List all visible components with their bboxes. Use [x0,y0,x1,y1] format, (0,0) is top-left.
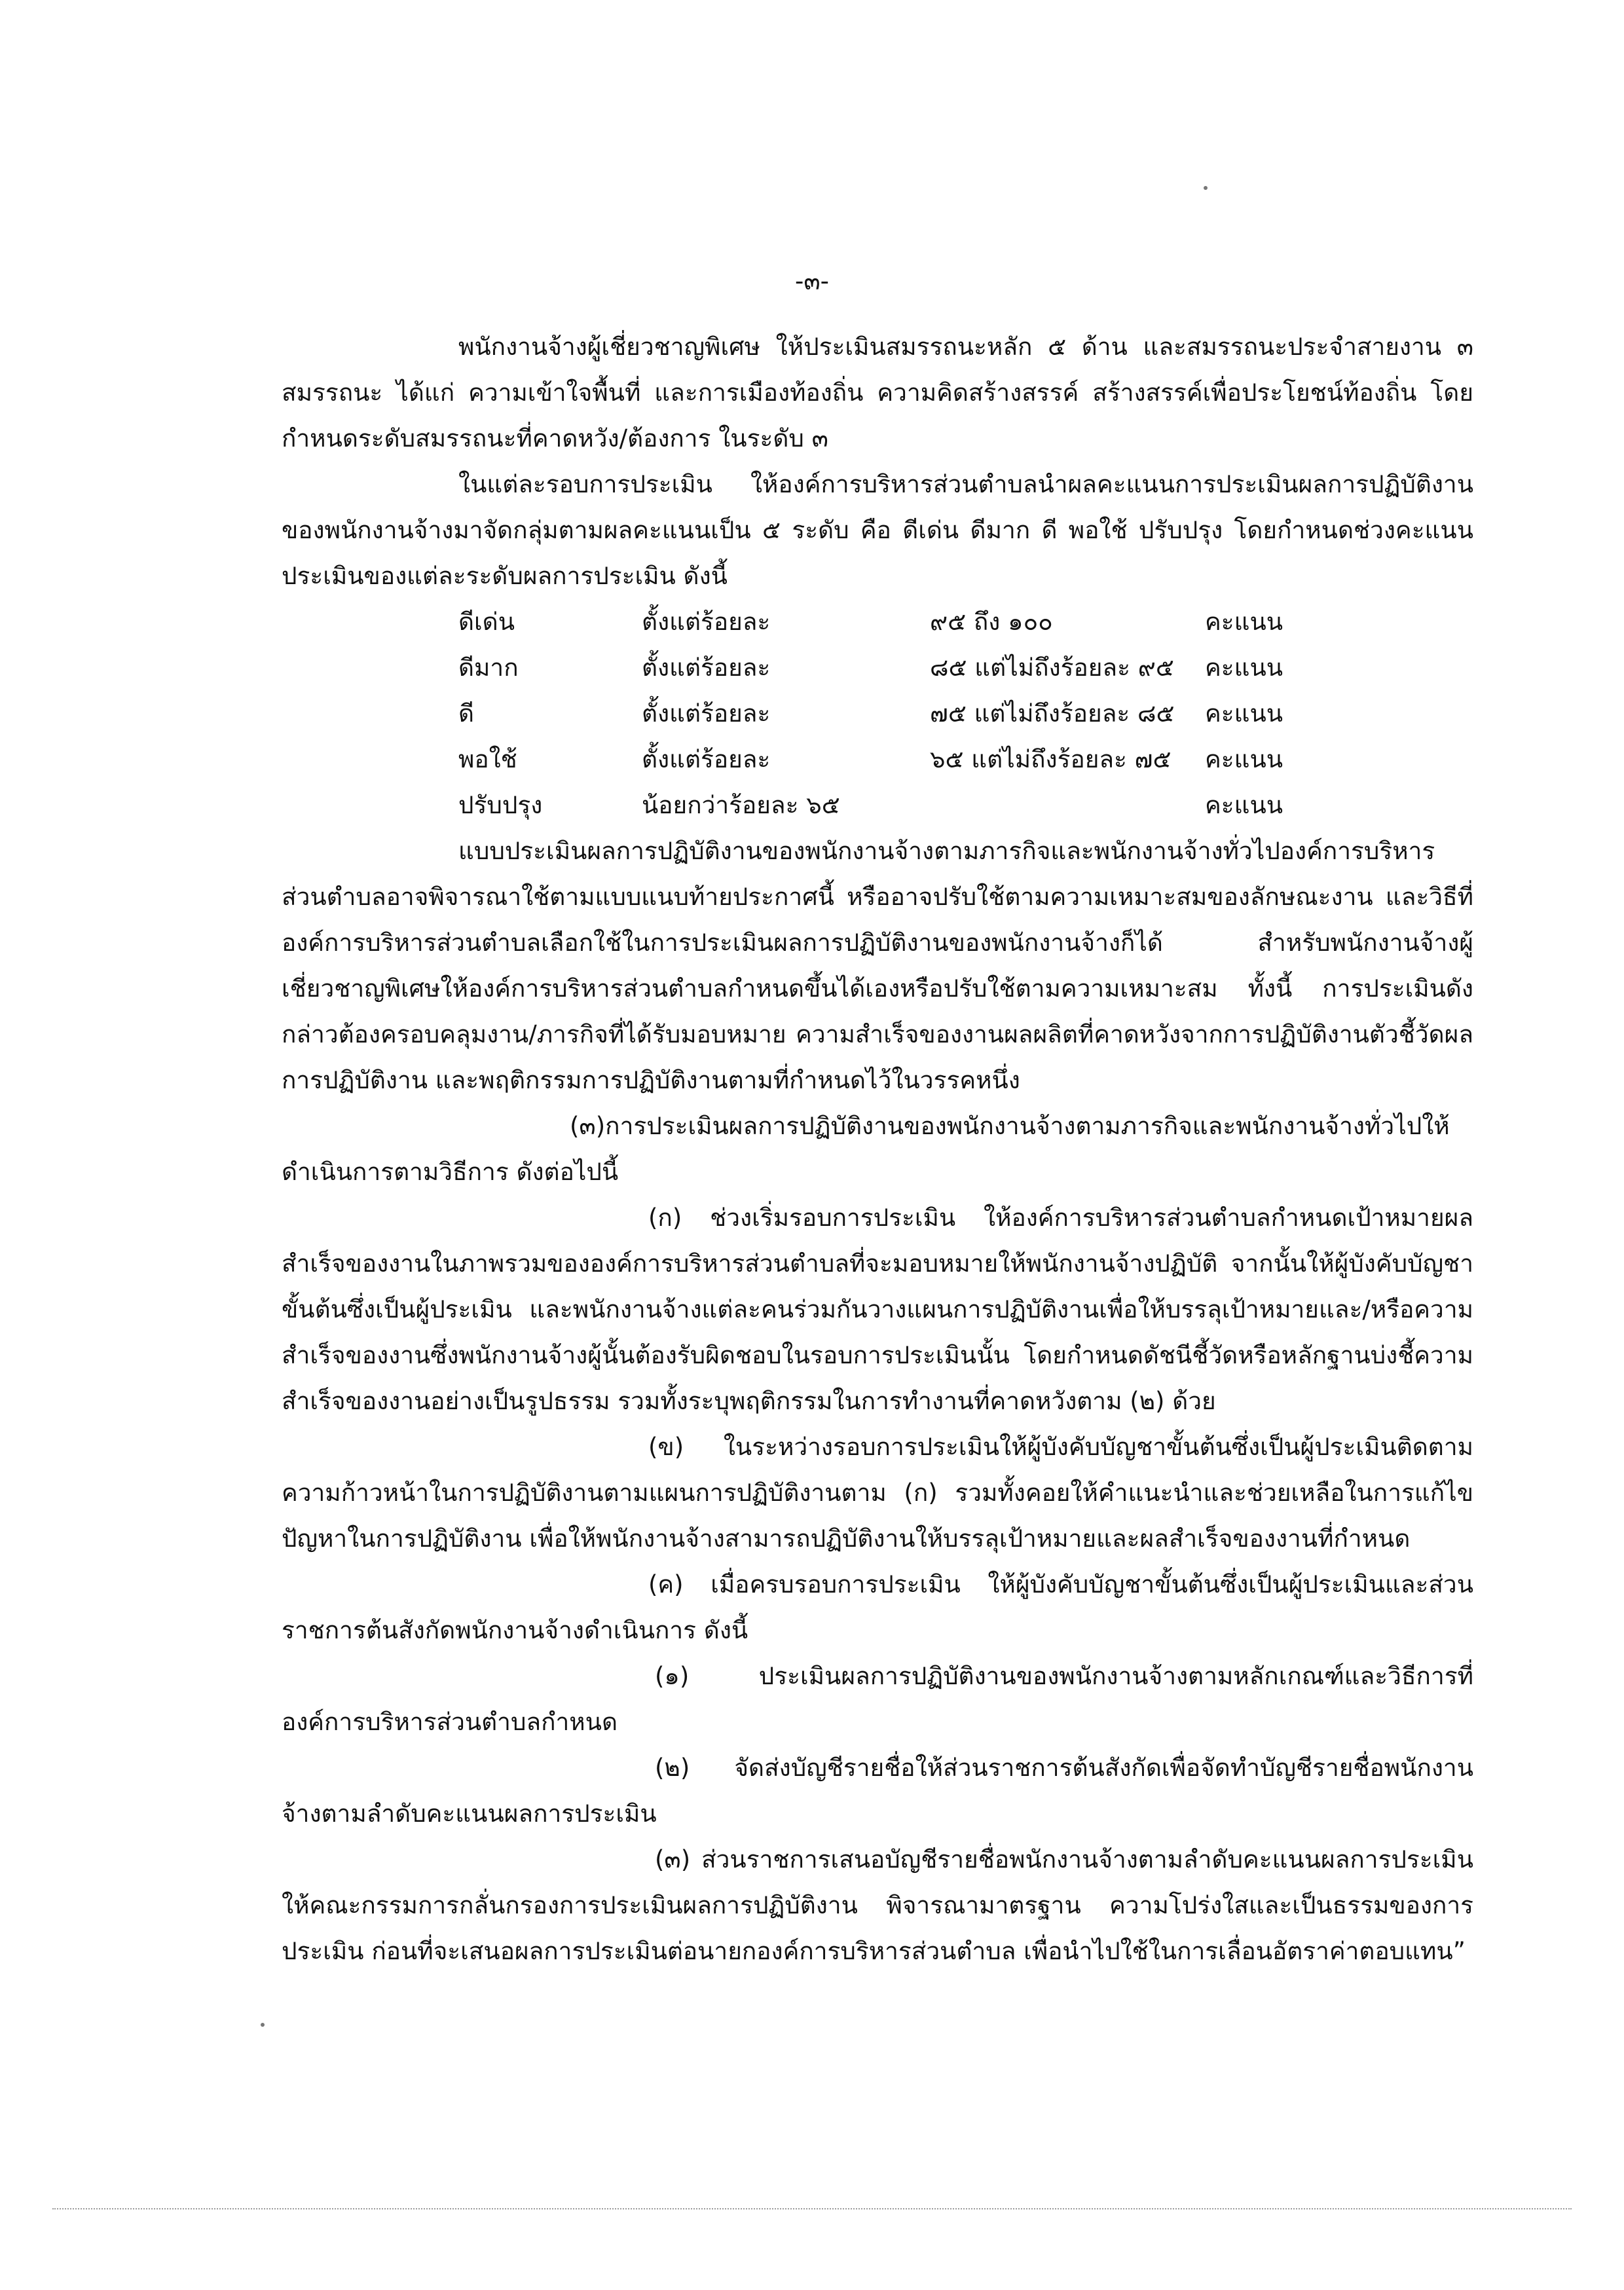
score-row [458,645,1336,691]
score-range: ๙๕ ถึง ๑๐๐ [930,608,1053,636]
score-from: ตั้งแต่ร้อยละ [642,654,771,682]
score-range: ๗๕ แต่ไม่ถึงร้อยละ ๘๕ [930,699,1175,728]
score-from: ตั้งแต่ร้อยละ [642,745,771,773]
score-from: น้อยกว่าร้อยละ ๖๕ [642,791,840,819]
scan-bottom-line [52,2208,1572,2209]
paragraph-procedure-3: (๓)การประเมินผลการปฏิบัติงานของพนักงานจ้างตามภารกิจและพนักงานจ้างทั่วไปให้ดำเนินการตามวิธีการ ดังต่อไปนี้ [282,1112,1450,1186]
score-unit: คะแนน [1205,654,1283,682]
paragraph-subitem-3: (๓) ส่วนราชการเสนอบัญชีรายชื่อพนักงานจ้างตามลำดับคะแนนผลการประเมินให้คณะกรรมการกลั่นกรองการประเมินผลการปฏิบัติงาน พิจารณามาตรฐาน ความโปร่งใสและเป็นธรรมของการประเมิน ก่อนที่จะเสนอผลการประเมินต่อนายกองค์การบริหารส่วนตำบล เพื่อนำไปใช้ในการเลื่อนอัตราค่าตอบแทน” [282,1845,1473,1965]
paragraph-evaluation-form: แบบประเมินผลการปฏิบัติงานของพนักงานจ้างตามภารกิจและพนักงานจ้างทั่วไปองค์การบริหารส่วนตำบลอาจพิจารณาใช้ตามแบบแนบท้ายประกาศนี้ หรืออาจปรับใช้ตามความเหมาะสมของลักษณะงาน และวิธีที่องค์การบริหารส่วนตำบลเลือกใช้ในการประเมินผลการปฏิบัติงานของพนักงานจ้างก็ได้ สำหรับพนักงานจ้างผู้เชี่ยวชาญพิเศษให้องค์การบริหารส่วนตำบลกำหนดขึ้นได้เองหรือปรับใช้ตามความเหมาะสม ทั้งนี้ การประเมินดังกล่าวต้องครอบคลุมงาน/ภารกิจที่ได้รับมอบหมาย ความสำเร็จของงานผลผลิตที่คาดหวังจากการปฏิบัติงานตัวชี้วัดผลการปฏิบัติงาน และพฤติกรรมการปฏิบัติงานตามที่กำหนดไว้ในวรรคหนึ่ง [282,837,1473,1094]
score-level-table [458,599,1336,828]
page-number: -๓- [795,267,829,295]
score-from: ตั้งแต่ร้อยละ [642,608,771,636]
score-row [458,691,1336,737]
score-range: ๖๕ แต่ไม่ถึงร้อยละ ๗๕ [930,745,1172,773]
score-row [458,599,1336,645]
document-body [282,324,1473,1974]
paragraph-subitem-1: (๑) ประเมินผลการปฏิบัติงานของพนักงานจ้างตามหลักเกณฑ์และวิธีการที่องค์การบริหารส่วนตำบลกำหนด [282,1662,1473,1736]
score-level: ดี [458,699,475,728]
score-level: ปรับปรุง [458,791,543,819]
score-unit: คะแนน [1205,791,1283,819]
score-range: ๘๕ แต่ไม่ถึงร้อยละ ๙๕ [930,654,1174,682]
paragraph-score-grouping: ในแต่ละรอบการประเมิน ให้องค์การบริหารส่วนตำบลนำผลคะแนนการประเมินผลการปฏิบัติงานของพนักงานจ้างมาจัดกลุ่มตามผลคะแนนเป็น ๕ ระดับ คือ ดีเด่น ดีมาก ดี พอใช้ ปรับปรุง โดยกำหนดช่วงคะแนนประเมินของแต่ละระดับผลการประเมิน ดังนี้ [282,470,1473,590]
score-row [458,783,1336,828]
paragraph-item-kho: (ค) เมื่อครบรอบการประเมิน ให้ผู้บังคับบัญชาขั้นต้นซึ่งเป็นผู้ประเมินและส่วนราชการต้นสังกัดพนักงานจ้างดำเนินการ ดังนี้ [282,1570,1473,1644]
score-level: ดีเด่น [458,608,515,636]
score-level: ดีมาก [458,654,519,682]
paragraph-item-ka: (ก) ช่วงเริ่มรอบการประเมิน ให้องค์การบริหารส่วนตำบลกำหนดเป้าหมายผลสำเร็จของงานในภาพรวมขององค์การบริหารส่วนตำบลที่จะมอบหมายให้พนักงานจ้างปฏิบัติ จากนั้นให้ผู้บังคับบัญชาขั้นต้นซึ่งเป็นผู้ประเมิน และพนักงานจ้างแต่ละคนร่วมกันวางแผนการปฏิบัติงานเพื่อให้บรรลุเป้าหมายและ/หรือความสำเร็จของงานซึ่งพนักงานจ้างผู้นั้นต้องรับผิดชอบในรอบการประเมินนั้น โดยกำหนดดัชนีชี้วัดหรือหลักฐานบ่งชี้ความสำเร็จของงานอย่างเป็นรูปธรรม รวมทั้งระบุพฤติกรรมในการทำงานที่คาดหวังตาม (๒) ด้วย [282,1204,1473,1415]
scan-speck [1204,186,1208,190]
score-unit: คะแนน [1205,745,1283,773]
score-from: ตั้งแต่ร้อยละ [642,699,771,728]
paragraph-expert-competency: พนักงานจ้างผู้เชี่ยวชาญพิเศษ ให้ประเมินสมรรถนะหลัก ๕ ด้าน และสมรรถนะประจำสายงาน ๓ สมรรถนะ ได้แก่ ความเข้าใจพื้นที่ และการเมืองท้องถิ่น ความคิดสร้างสรรค์ สร้างสรรค์เพื่อประโยชน์ท้องถิ่น โดยกำหนดระดับสมรรถนะที่คาดหวัง/ต้องการ ในระดับ ๓ [282,333,1473,452]
scan-speck [261,2023,265,2027]
score-row [458,737,1336,783]
score-unit: คะแนน [1205,608,1283,636]
score-level: พอใช้ [458,745,517,773]
score-range [930,783,1205,828]
paragraph-subitem-2: (๒) จัดส่งบัญชีรายชื่อให้ส่วนราชการต้นสังกัดเพื่อจัดทำบัญชีรายชื่อพนักงานจ้างตามลำดับคะแนนผลการประเมิน [282,1754,1473,1828]
paragraph-item-kha: (ข) ในระหว่างรอบการประเมินให้ผู้บังคับบัญชาขั้นต้นซึ่งเป็นผู้ประเมินติดตามความก้าวหน้าในการปฏิบัติงานตามแผนการปฏิบัติงานตาม (ก) รวมทั้งคอยให้คำแนะนำและช่วยเหลือในการแก้ไขปัญหาในการปฏิบัติงาน เพื่อให้พนักงานจ้างสามารถปฏิบัติงานให้บรรลุเป้าหมายและผลสำเร็จของงานที่กำหนด [282,1433,1473,1553]
score-unit: คะแนน [1205,699,1283,728]
